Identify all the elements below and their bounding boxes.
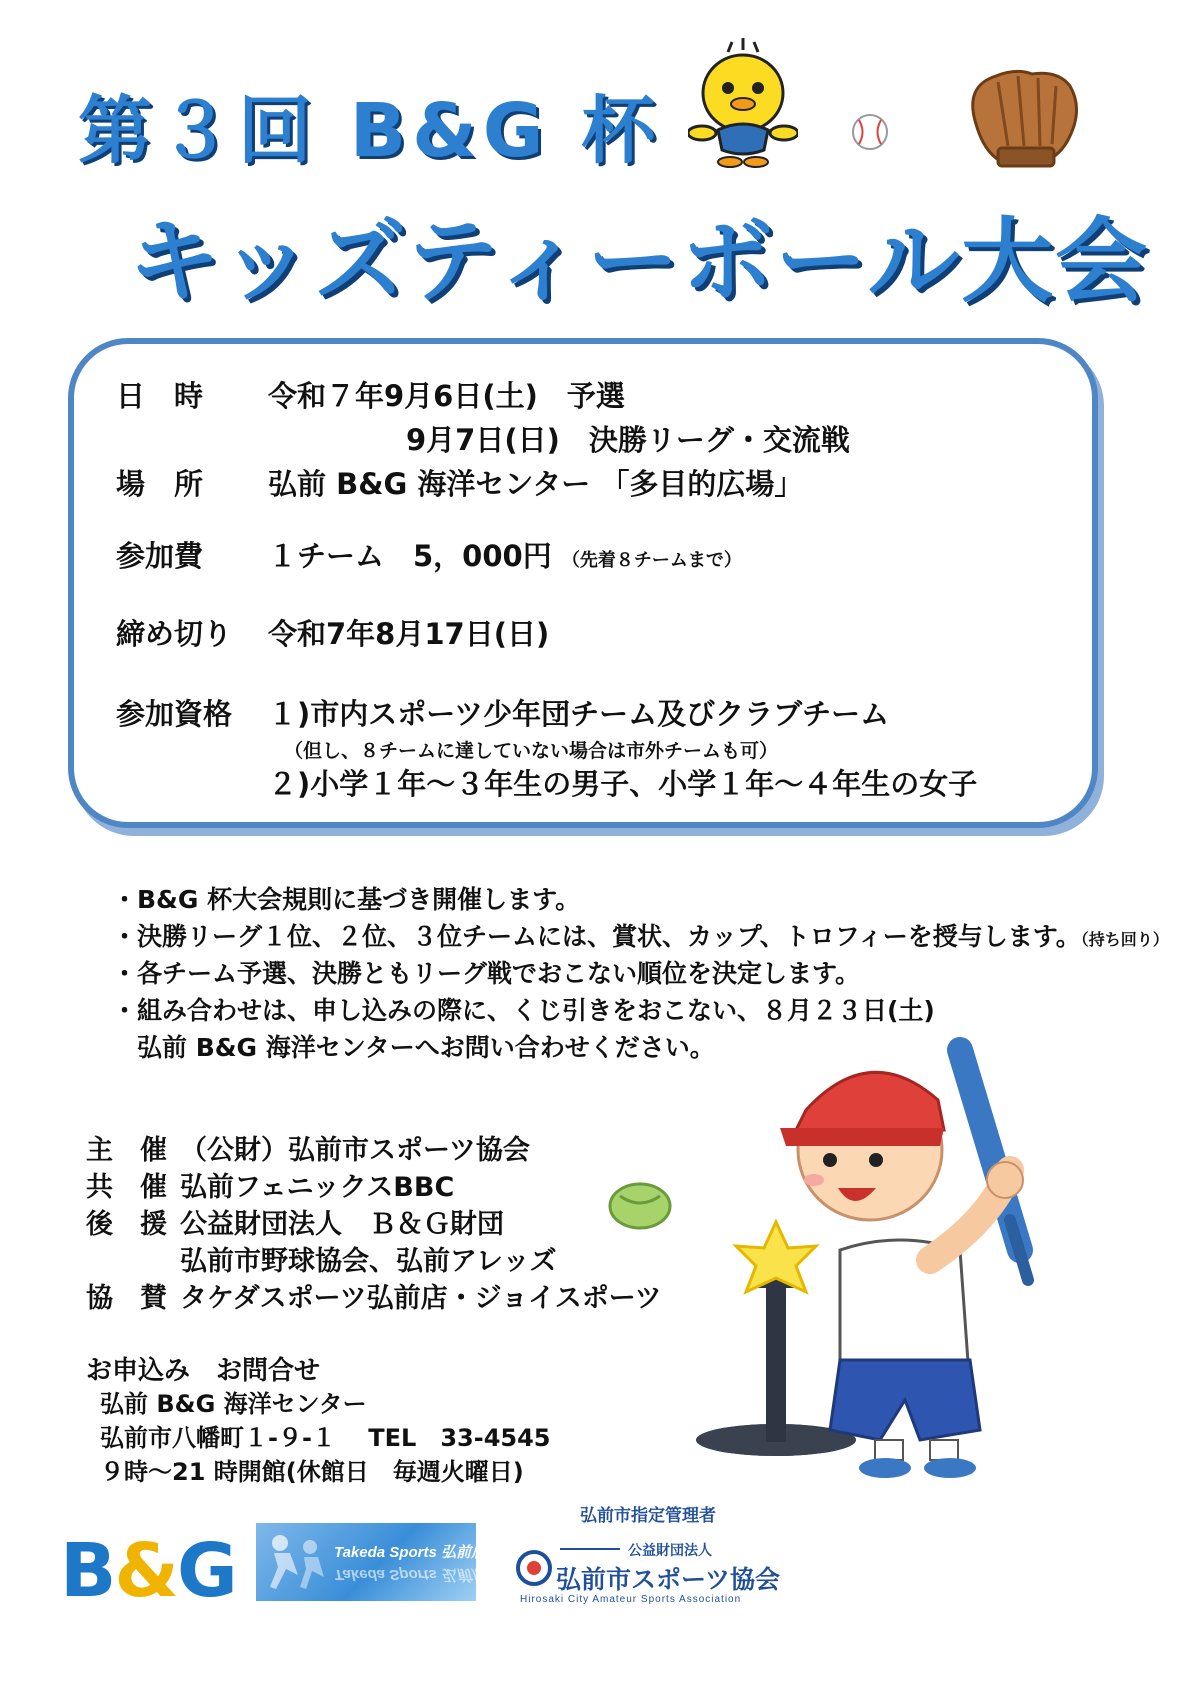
sponsor-row xyxy=(86,1276,662,1315)
qualification-2: ２)小学１年～３年生の男子、小学１年～４年生の女子 xyxy=(268,767,978,801)
event-title-line1: 第３回 B&G 杯 xyxy=(78,88,662,174)
qualification-1: １)市内スポーツ少年団チーム及びクラブチーム xyxy=(268,697,890,731)
date-day2: 9月7日(日) 決勝リーグ・交流戦 xyxy=(406,423,850,457)
support-value-1: 公益財団法人 Ｂ＆Ｇ財団 xyxy=(180,1209,504,1240)
note-draw: ・組み合わせは、申し込みの際に、くじ引きをおこない、８月２３日(土) xyxy=(112,996,935,1025)
note-awards xyxy=(112,917,1169,953)
note-awards-text: ・決勝リーグ１位、２位、３位チームには、賞状、カップ、トロフィーを授与します。 xyxy=(112,922,1081,951)
takeda-logo-reflection: Takeda Sports 弘前店 xyxy=(334,1566,486,1583)
support-value-2: 弘前市野球協会、弘前アレッズ xyxy=(180,1246,557,1277)
contact-address: 弘前市八幡町１-９-１ TEL 33-4545 xyxy=(100,1424,551,1452)
venue-row xyxy=(116,462,803,503)
fee-value: １チーム 5，000円 xyxy=(268,539,552,573)
venue-value: 弘前 B&G 海洋センター 「多目的広場」 xyxy=(268,467,804,501)
support-label: 後 援 xyxy=(86,1209,167,1240)
sponsor-value: タケダスポーツ弘前店・ジョイスポーツ xyxy=(180,1283,662,1314)
deadline-value: 令和7年8月17日(日) xyxy=(268,617,550,651)
support-row xyxy=(86,1202,504,1241)
contact-heading: お申込み お問合せ xyxy=(86,1356,321,1386)
host-value: （公財）弘前市スポーツ協会 xyxy=(180,1135,530,1166)
note-league: ・各チーム予選、決勝ともリーグ戦でおこない順位を決定します。 xyxy=(112,959,861,988)
fee-label: 参加費 xyxy=(116,539,204,573)
cohost-label: 共 催 xyxy=(86,1172,167,1203)
host-label: 主 催 xyxy=(86,1135,167,1166)
date-label: 日 時 xyxy=(116,379,204,413)
deadline-label: 締め切り xyxy=(116,617,233,651)
association-emblem-icon xyxy=(516,1548,552,1588)
takeda-logo-text: Takeda Sports 弘前店 xyxy=(334,1544,486,1561)
date-day1: 令和７年9月6日(土) 予選 xyxy=(268,379,625,413)
qualification-row xyxy=(116,692,889,733)
note-inquiry: 弘前 B&G 海洋センターへお問い合わせください。 xyxy=(112,1033,715,1062)
kid-batting-illustration xyxy=(600,1000,1160,1480)
cohost-value: 弘前フェニックスBBC xyxy=(180,1172,455,1203)
assoc-rule xyxy=(560,1548,620,1550)
date-row xyxy=(116,374,625,415)
note-awards-small: （持ち回り） xyxy=(1080,930,1169,949)
venue-label: 場 所 xyxy=(116,467,204,501)
baseball-icon xyxy=(850,112,890,152)
association-name: 弘前市スポーツ協会 xyxy=(556,1565,781,1594)
bg-foundation-logo xyxy=(60,1528,236,1614)
bg-logo-b: B xyxy=(60,1528,115,1614)
duck-mascot-illustration xyxy=(688,38,798,168)
contact-name: 弘前 B&G 海洋センター xyxy=(100,1390,367,1418)
association-name-en: Hirosaki City Amateur Sports Association xyxy=(520,1594,742,1605)
association-type: 公益財団法人 xyxy=(628,1543,712,1559)
runners-graphic xyxy=(260,1529,330,1595)
bg-logo-g: G xyxy=(176,1528,236,1614)
qualification-label: 参加資格 xyxy=(116,697,233,731)
event-title-line2: キッズティーボール大会 xyxy=(128,208,1150,315)
note-rules: ・B&G 杯大会規則に基づき開催します。 xyxy=(112,885,581,914)
sponsor-label: 協 賛 xyxy=(86,1283,167,1314)
cohost-row xyxy=(86,1165,454,1204)
takeda-sports-logo xyxy=(256,1523,486,1601)
event-info-box xyxy=(68,338,1098,828)
designated-manager-label: 弘前市指定管理者 xyxy=(580,1506,716,1526)
qualification-1-note: （但し、８チームに達していない場合は市外チームも可） xyxy=(284,740,779,762)
deadline-row xyxy=(116,612,549,653)
fee-row xyxy=(116,534,742,575)
fee-note: （先着８チームまで） xyxy=(561,550,742,571)
host-row xyxy=(86,1128,530,1167)
bg-logo-amp: & xyxy=(114,1528,177,1614)
baseball-glove-illustration xyxy=(958,66,1086,174)
contact-hours: ９時～21 時開館(休館日 毎週火曜日) xyxy=(100,1458,524,1486)
